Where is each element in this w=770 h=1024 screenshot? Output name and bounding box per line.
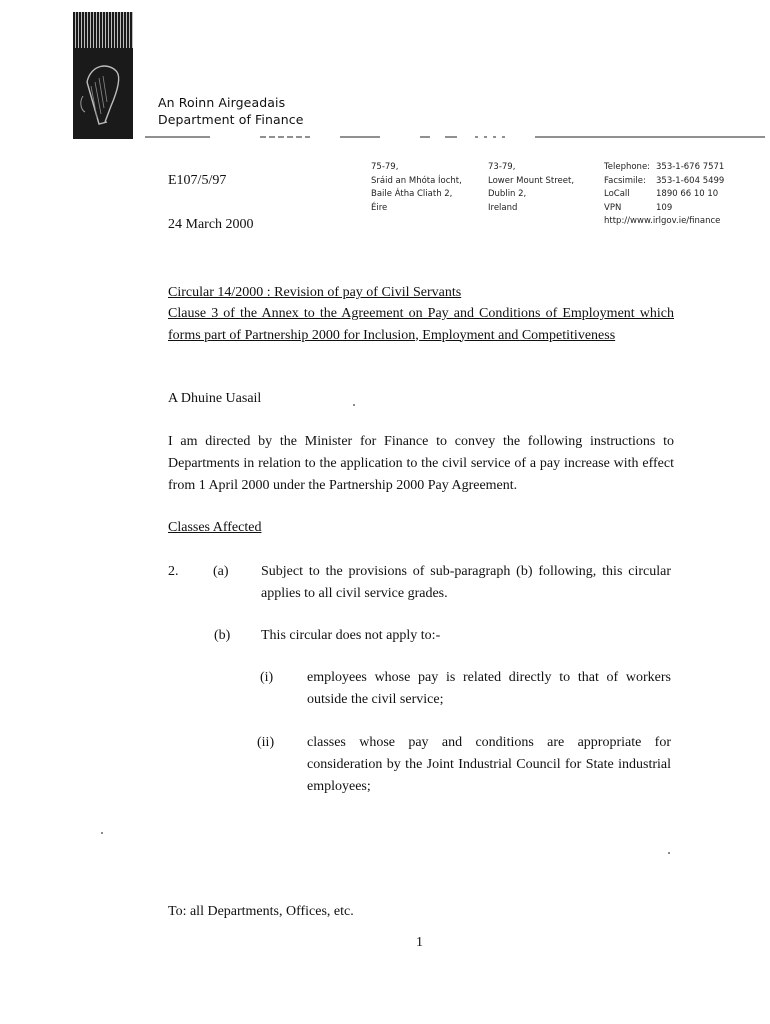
address-english-line: Lower Mount Street, bbox=[488, 175, 575, 186]
contact-value: 353-1-676 7571 bbox=[656, 162, 725, 172]
address-english-line: 73-79, bbox=[488, 162, 516, 172]
contact-label: LoCall bbox=[604, 189, 630, 199]
contact-vpn bbox=[604, 202, 724, 216]
department-logo bbox=[73, 12, 133, 139]
website-url: http://www.irlgov.ie/finance bbox=[604, 216, 721, 226]
subparagraph-a-text: Subject to the provisions of sub-paragraph (b) following, this circular applies to all civil service grades. bbox=[261, 564, 671, 601]
address-irish-line: Éire bbox=[371, 202, 388, 213]
header-rule bbox=[145, 136, 765, 138]
address-irish bbox=[371, 161, 462, 215]
address-irish-line: Sráid an Mhóta Íocht, bbox=[371, 175, 462, 186]
contact-value: 353-1-604 5499 bbox=[656, 175, 725, 186]
item-ii-text: classes whose pay and conditions are appropriate for consideration by the Joint Industrial Council for State industrial employees; bbox=[307, 735, 671, 794]
page-number: 1 bbox=[416, 935, 423, 950]
contact-value: 1890 66 10 10 bbox=[656, 189, 719, 199]
address-english-line: Dublin 2, bbox=[488, 189, 527, 199]
distribution-line: To: all Departments, Offices, etc. bbox=[168, 904, 354, 919]
scan-speck bbox=[101, 832, 103, 834]
dept-name-irish: An Roinn Airgeadais bbox=[158, 95, 286, 110]
harp-icon bbox=[77, 52, 127, 132]
contact-facsimile bbox=[604, 175, 724, 189]
contact-label: VPN bbox=[604, 202, 622, 213]
address-irish-line: 75-79, bbox=[371, 162, 399, 172]
logo-speckle-pattern bbox=[73, 12, 133, 48]
reference-number: E107/5/97 bbox=[168, 173, 227, 188]
item-i-text: employees whose pay is related directly to that of workers outside the civil service; bbox=[307, 670, 671, 707]
contact-details bbox=[604, 161, 724, 229]
scan-speck bbox=[668, 852, 670, 854]
address-english bbox=[488, 161, 574, 215]
subject-description: Clause 3 of the Annex to the Agreement on Pay and Conditions of Employment which forms part of Partnership 2000 for Inclusion, Employment and Competitiveness bbox=[168, 306, 674, 343]
contact-value: 109 bbox=[656, 202, 673, 213]
subparagraph-b-text: This circular does not apply to:- bbox=[261, 628, 441, 643]
subject-title: Circular 14/2000 : Revision of pay of Civil Servants bbox=[168, 285, 462, 300]
dept-name-english: Department of Finance bbox=[158, 112, 304, 127]
salutation: A Dhuine Uasail bbox=[168, 391, 262, 406]
section-heading: Classes Affected bbox=[168, 520, 262, 535]
scan-speck bbox=[353, 404, 355, 406]
contact-label: Facsimile: bbox=[604, 175, 646, 186]
address-english-line: Ireland bbox=[488, 202, 518, 213]
subparagraph-a-label: (a) bbox=[213, 564, 229, 579]
contact-locall bbox=[604, 188, 724, 202]
letter-date: 24 March 2000 bbox=[168, 217, 254, 232]
item-ii-label: (ii) bbox=[257, 735, 275, 750]
contact-telephone bbox=[604, 161, 724, 175]
address-irish-line: Baile Átha Cliath 2, bbox=[371, 189, 453, 199]
item-i-label: (i) bbox=[260, 670, 274, 685]
subparagraph-b-label: (b) bbox=[214, 628, 231, 643]
intro-paragraph: I am directed by the Minister for Finance to convey the following instructions to Departments in relation to the application to the civil service of a pay increase with effect from 1 April 2000 under the Partnership 2000 Pay Agreement. bbox=[168, 434, 674, 493]
contact-label: Telephone: bbox=[604, 162, 651, 172]
paragraph-number: 2. bbox=[168, 564, 179, 579]
